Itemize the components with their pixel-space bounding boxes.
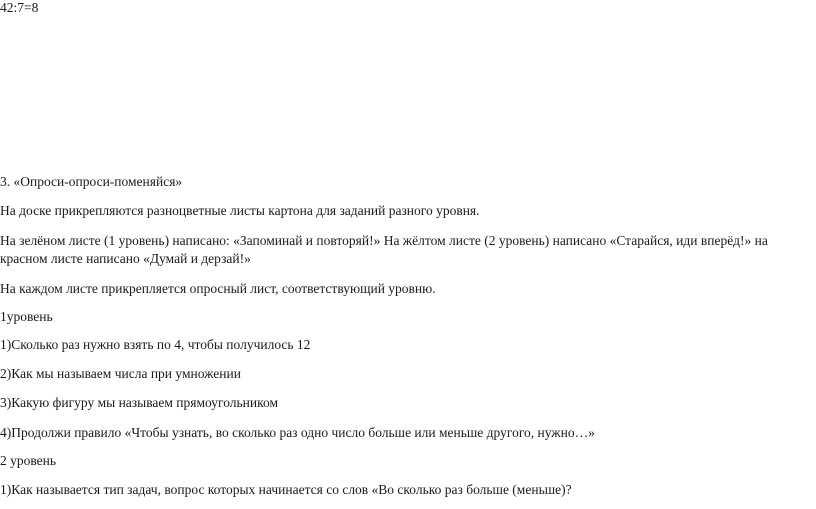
paragraph-sheet: На каждом листе прикрепляется опросный лист, соответствующий уровню. bbox=[0, 281, 436, 296]
level-1-question-3: 3)Какую фигуру мы называем прямоугольником bbox=[0, 395, 279, 410]
paragraph-board: На доске прикрепляются разноцветные листы картона для заданий разного уровня. bbox=[0, 203, 480, 218]
top-equation: 42:7=8 bbox=[0, 0, 39, 15]
level-2-heading: 2 уровень bbox=[0, 453, 57, 468]
paragraph-colors-line-2: красном листе написано «Думай и дерзай!» bbox=[0, 251, 251, 266]
paragraph-colors-line-1: На зелёном листе (1 уровень) написано: «Запоминай и повторяй!» На жёлтом листе (2 уровень) написано «Старайся, иди вперёд!» на bbox=[0, 233, 768, 248]
level-1-question-1: 1)Сколько раз нужно взять по 4, чтобы получилось 12 bbox=[0, 337, 311, 352]
level-1-heading: 1уровень bbox=[0, 309, 53, 324]
level-2-question-1: 1)Как называется тип задач, вопрос которых начинается со слов «Во сколько раз больше (меньше)? bbox=[0, 482, 572, 497]
level-1-question-2: 2)Как мы называем числа при умножении bbox=[0, 366, 241, 381]
section-title: 3. «Опроси-опроси-поменяйся» bbox=[0, 174, 183, 189]
level-1-question-4: 4)Продолжи правило «Чтобы узнать, во сколько раз одно число больше или меньше другого, нужно…» bbox=[0, 425, 595, 440]
